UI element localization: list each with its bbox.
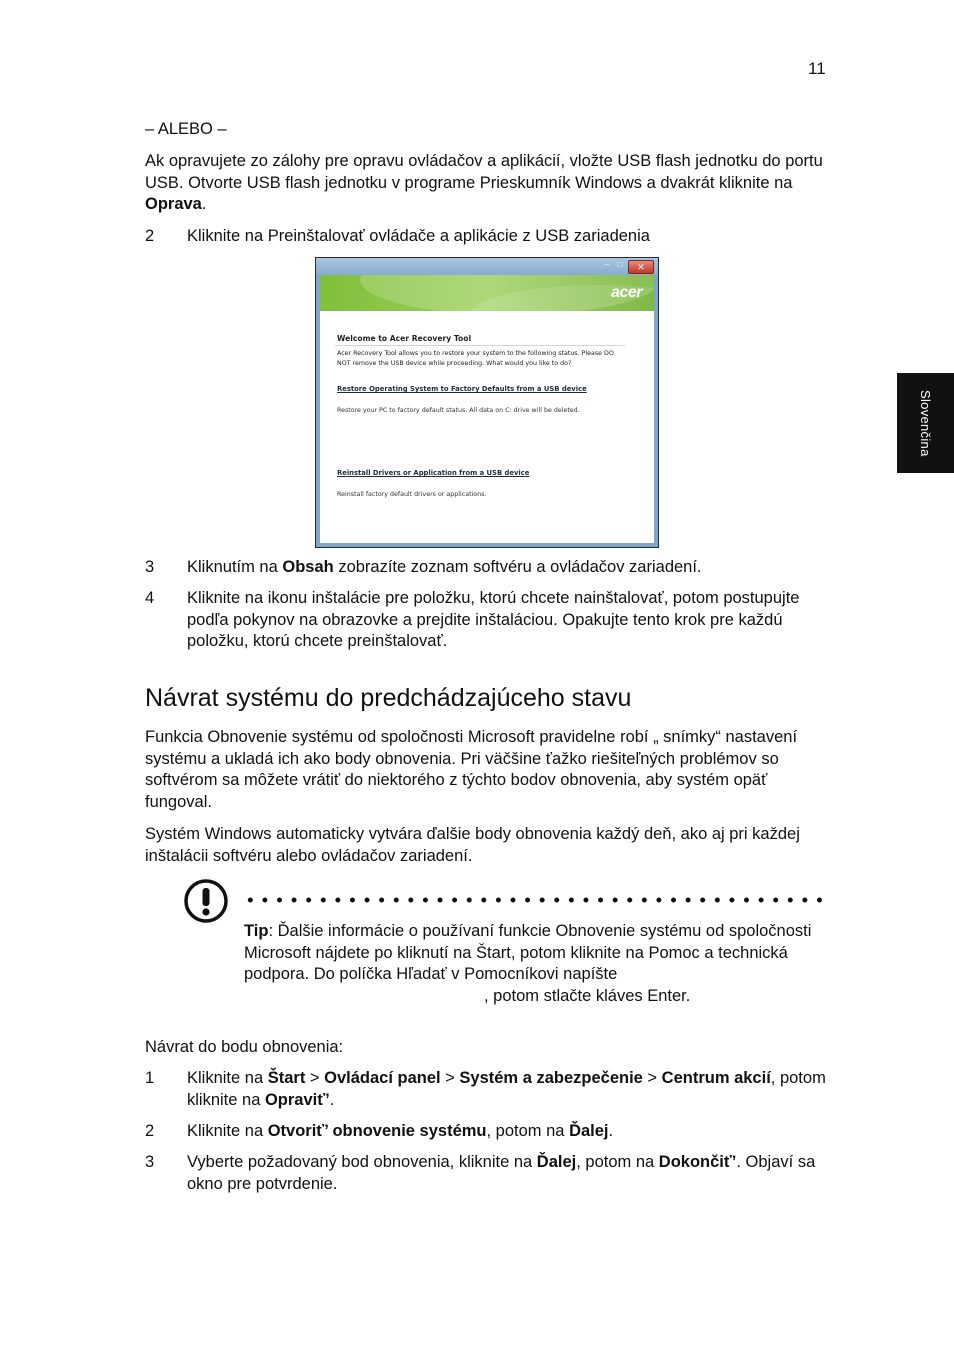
step-text: Kliknite na ikonu inštalácie pre položku, ktorú chcete nainštalovať, potom postupujte podľa pokynov na obrazovke a prejdite inštaláciou. Opakujte tento krok pre každú položku, ktorú chcete preinštalovať. [187, 589, 800, 650]
step-number: 4 [145, 589, 155, 607]
divider [335, 345, 625, 346]
alebo-separator: – ALEBO – [145, 120, 227, 138]
restore-factory-desc: Restore your PC to factory default status. All data on C: drive will be deleted. [337, 407, 580, 414]
step-text: Vyberte požadovaný bod obnovenia, kliknite na Ďalej, potom na Dokončiť’. Objaví sa okno pre potvrdenie. [187, 1153, 816, 1193]
restore-factory-link[interactable]: Restore Operating System to Factory Defaults from a USB device [337, 385, 587, 393]
tip-text: Tip: Ďalšie informácie o používaní funkcie Obnovenie systému od spoločnosti Microsoft nájdete po kliknutí na Štart, potom kliknite na Pomoc a technická podpora. Do políčka Hľadať v Pomocníkovi napíšte, potom stlačte kláves Enter. [244, 922, 812, 1005]
recovery-intro: Acer Recovery Tool allows you to restore your system to the following status. Please DO NOT remove the USB device while proceeding. What would you like to do? [337, 350, 614, 367]
reinstall-drivers-desc: Reinstall factory default drivers or applications. [337, 491, 487, 498]
step-number: 2 [145, 227, 155, 245]
step-number: 3 [145, 558, 155, 576]
step-number: 1 [145, 1069, 155, 1087]
step-text: Kliknite na Preinštalovať ovládače a aplikácie z USB zariadenia [187, 227, 650, 245]
acer-banner [320, 275, 654, 311]
section-paragraph: Funkcia Obnovenie systému od spoločnosti Microsoft pravidelne robí „ snímky“ nastavení systému a ukladá ich ako body obnovenia. Pri väčšine ťažko riešiteľných problémov so softvérom sa môžete vrátiť do niektorého z týchto bodov obnovenia, aby systém opäť fungoval. [145, 728, 798, 811]
language-tab-label: Slovenčina [918, 389, 933, 457]
step-text: Kliknite na Otvoriť’ obnovenie systému, potom na Ďalej. [187, 1122, 614, 1140]
reinstall-drivers-link[interactable]: Reinstall Drivers or Application from a USB device [337, 469, 530, 477]
recovery-title: Welcome to Acer Recovery Tool [337, 334, 472, 343]
section-paragraph: Systém Windows automaticky vytvára ďalšie body obnovenia každý deň, ako aj pri každej inštalácii softvéru alebo ovládačov zariadení. [145, 825, 800, 865]
window-titlebar [316, 258, 658, 275]
acer-recovery-screenshot [315, 257, 659, 548]
minimize-icon[interactable]: – [604, 260, 610, 269]
tip-dotted-rule [243, 896, 828, 904]
maximize-icon[interactable]: □ [617, 260, 623, 269]
step-number: 3 [145, 1153, 155, 1171]
page-number: 11 [808, 59, 826, 78]
language-tab [897, 373, 954, 473]
acer-logo: acer [611, 284, 642, 301]
step-number: 2 [145, 1122, 155, 1140]
step-text: Kliknite na Štart > Ovládací panel > Systém a zabezpečenie > Centrum akcií, potom kliknite na Opraviť’. [187, 1069, 826, 1109]
step-text: Kliknutím na Obsah zobrazíte zoznam softvéru a ovládačov zariadení. [187, 558, 702, 576]
section-heading: Návrat systému do predchádzajúceho stavu [145, 684, 632, 712]
exclamation-icon [183, 878, 229, 924]
intro-paragraph: Ak opravujete zo zálohy pre opravu ovládačov a aplikácií, vložte USB flash jednotku do portu USB. Otvorte USB flash jednotku v programe Prieskumník Windows a dvakrát kliknite na Oprava. [145, 152, 823, 213]
close-icon[interactable]: ✕ [628, 260, 654, 274]
window-body [320, 275, 654, 543]
restore-intro: Návrat do bodu obnovenia: [145, 1038, 344, 1056]
